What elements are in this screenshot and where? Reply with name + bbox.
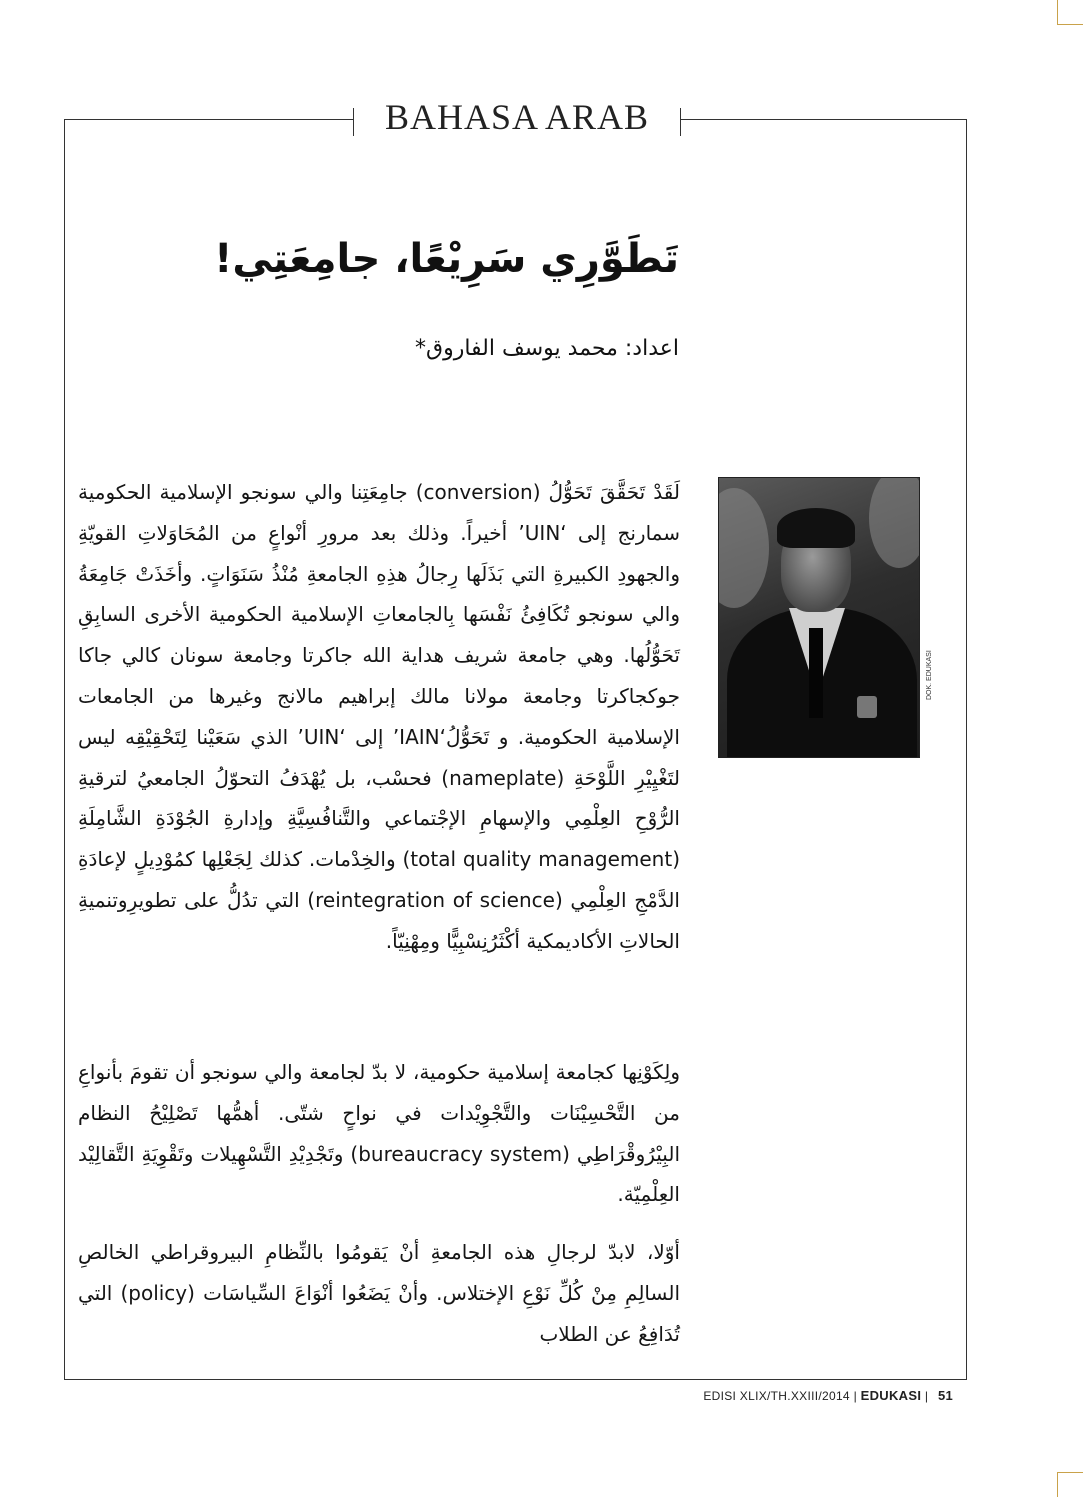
photo-background-shape [869,477,920,568]
page-number: 51 [937,1388,953,1403]
photo-background-shape [718,488,769,608]
section-label: BAHASA ARAB [384,97,650,137]
footer-edition: EDISI XLIX/TH.XXIII/2014 [703,1389,850,1403]
crop-mark-top [1057,0,1083,25]
article-author: اعداد: محمد يوسف الفاروق* [415,336,679,361]
footer-separator: | [924,1389,929,1403]
crop-mark-bottom [1057,1472,1083,1497]
article-title: تَطَوَّرِي سَرِيْعًا، جامِعَتِي! [214,236,679,282]
footer-magazine: EDUKASI [860,1388,922,1403]
photo-tie [809,628,823,718]
photo-credit: DOK. EDUKASI [926,650,933,700]
footer-separator: | [853,1389,861,1403]
article-paragraph-1: لَقَدْ تَحَقَّقَ تَحَوُّلُ (conversion) جامِعَتِنا والي سونجو الإسلامية الحكومية سمارنج إلى ‘UIN’ أخيراً. وذلك بعد مرورِ أنْواعٍ من المُحَاوَلاتِ القويّةِ والجهودِ الكبيرةِ التي بَذَلَها رِجالُ هذِهِ الجامعةِ مُنْذُ سَنَوَاتٍ. وأخَذَتْ جَامِعَةُ والي سونجو تُكَافِئُ نَفْسَها بِالجامعاتِ الإسلامية الحكومية الأخرى السابِقِ تَحَوُّلُها. وهي جامعة شريف هداية الله جاكرتا وجامعة سونان كالي جاكا جوكجاكرتا وجامعة مولانا مالك إبراهيم مالانج وغيرها من الجامعات الإسلامية الحكومية. و تَحَوُّلُ‘IAIN’ إلى ‘UIN’ الذي سَعَيْنا لِتَحْقِيْقِه ليس لتَغْيِيْرِ اللَّوْحَةِ (nameplate) فحسْب، بل يُهْدَفُ التحوّلُ الجامعيُ لترقيةِ الرُّوْحِ العِلْمِي والإسهامِ الإجْتماعي والتَّنافُسِيَّةِ وإدارةِ الجُوْدَةِ الشَّامِلَةِ (total quality management) والخِدْمات. كذلك لِجَعْلِها كمُوْدِيلٍ لإعادَةِ الدَّمْجِ العِلْمِي (reintegration of science) التي تدُلُّ على تطويرِوتنميةِ الحالاتِ الأكاديمكية أكْثَرُنِسْبِيًّا ومِهْنِيّاً. [78,480,680,953]
author-photo [718,477,920,758]
page-footer [703,1388,953,1403]
article-paragraph-3: أوّلا، لابدّ لرجالِ هذه الجامعةِ أنْ يَقومُوا بالنِّظامِ البيروقراطي الخالصِ السالِمِ مِنْ كُلِّ نَوْعِ الإختلاس. وأنْ يَضَعُوا أنْوَاعَ السِّياسَات (policy) التي تُدَافِعُ عن الطلاب [78,1240,681,1346]
article-paragraph-2: ولِكَوْنِها كجامعة إسلامية حكومية، لا بدّ لجامعة والي سونجو أن تقومَ بأنواعِ من التَّحْسِيْنَات والتَّجْوِيْدات في نواحٍ شتّى. أهمُّها تَصْلِيْحُ النظام البِيْرُوقْرَاطِي (bureaucracy system) وتَجْدِيْدِ التَّسْهِيلات وتَقْوِيَةِ التَّقالِيْد العِلْمِيّة. [78,1060,680,1207]
photo-hair [777,508,855,548]
photo-badge [857,696,877,718]
rubric-divider-right [680,108,681,136]
